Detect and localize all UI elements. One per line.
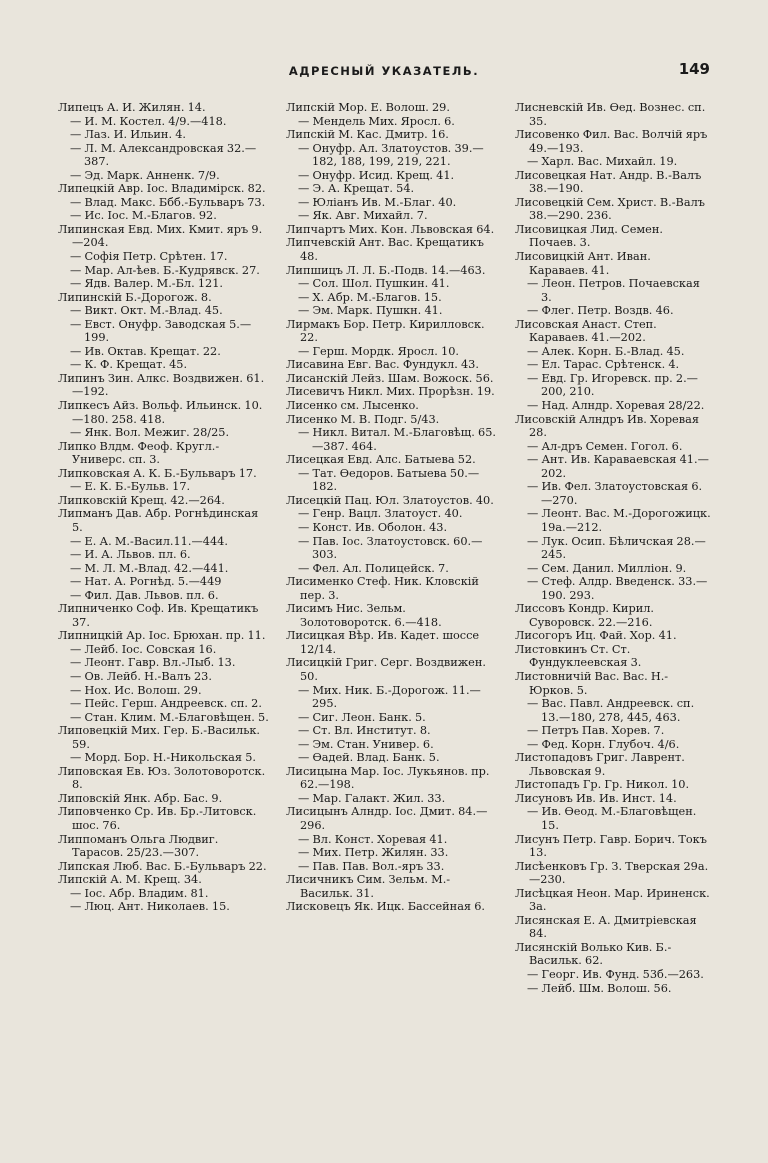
directory-entry: — Сем. Данил. Милліон. 9. bbox=[527, 561, 687, 575]
directory-entry: Липецъ А. И. Жилян. 14. bbox=[58, 101, 206, 114]
directory-entry: Лирмакъ Бор. Петр. Кирилловск. 22. bbox=[286, 317, 485, 345]
directory-entry: Липниченко Соф. Ив. Крещатикъ 37. bbox=[58, 602, 259, 629]
directory-entry: Лиссовъ Кондр. Кирил. Суворовск. 22.—216. bbox=[515, 602, 654, 629]
directory-entry: — Янк. Вол. Межиг. 28/25. bbox=[70, 426, 230, 440]
directory-entry: Лисовицкая Лид. Семен. Почаев. 3. bbox=[515, 222, 663, 250]
directory-entry: — Х. Абр. М.-Благов. 15. bbox=[298, 290, 442, 304]
directory-entry: Липинъ Зин. Алкс. Воздвижен. 61.—192. bbox=[58, 371, 265, 399]
directory-entry: — Морд. Бор. Н.-Никольская 5. bbox=[70, 751, 256, 765]
directory-entry: — Ив. Фел. Златоустовская 6.—270. bbox=[527, 480, 703, 507]
directory-entry: — Сол. Шол. Пушкин. 41. bbox=[298, 277, 450, 291]
directory-entry: Липчартъ Мих. Кон. Львовская 64. bbox=[286, 222, 495, 236]
directory-entry: Лисовецкій Сем. Христ. В.-Валъ 38.—290. 236. bbox=[515, 195, 705, 223]
directory-entry: Лисовицкій Ант. Иван. Караваев. 41. bbox=[515, 250, 651, 277]
directory-entry: Лисѣенковъ Гр. З. Тверская 29а.—230. bbox=[515, 859, 709, 887]
directory-entry: Лисицынъ Алндр. Іос. Дмит. 84.—296. bbox=[286, 805, 488, 832]
directory-entry: Липовченко Ср. Ив. Бр.-Литовск. шос. 76. bbox=[58, 805, 257, 832]
directory-entry: Липовецкій Мих. Гер. Б.-Васильк. 59. bbox=[58, 724, 261, 751]
directory-entry: Липская Люб. Вас. Б.-Бульваръ 22. bbox=[58, 859, 267, 873]
directory-entry: — Фил. Дав. Львов. пл. 6. bbox=[70, 588, 219, 602]
directory-entry: Лисневскій Ив. Өед. Вознес. сп. 35. bbox=[515, 101, 706, 128]
directory-entry: — Евд. Гр. Игоревск. пр. 2.—200, 210. bbox=[527, 371, 698, 399]
running-title: АДРЕСНЫЙ УКАЗАТЕЛЬ. bbox=[288, 64, 480, 78]
directory-entry: — Лейб. Іос. Совская 16. bbox=[70, 642, 217, 656]
directory-entry: Лисевичъ Никл. Мих. Прорѣзн. 19. bbox=[286, 385, 495, 399]
directory-entry: Лисенко М. В. Подг. 5/43. bbox=[286, 412, 440, 426]
directory-entry: Липко Влдм. Феоф. Кругл.-Универс. сп. 3. bbox=[58, 439, 220, 467]
directory-entry: Липскій Мор. Е. Волош. 29. bbox=[286, 101, 450, 114]
directory-entry: — Е. К. Б.-Бульв. 17. bbox=[70, 480, 191, 494]
directory-entry: — Е. А. М.-Васил.11.—444. bbox=[70, 534, 228, 548]
directory-entry: Липпоманъ Ольга Людвиг. Тарасов. 25/23.—307. bbox=[58, 832, 219, 860]
directory-entry: Липовская Ев. Юз. Золотоворотск. 8. bbox=[58, 764, 266, 792]
directory-entry: Лисичникъ Сим. Зельм. М.-Васильк. 31. bbox=[286, 873, 451, 900]
directory-entry: — Э. А. Крещат. 54. bbox=[298, 182, 415, 196]
directory-entry: — Ов. Лейб. Н.-Валъ 23. bbox=[70, 669, 212, 683]
directory-entry: — Пейс. Герш. Андреевск. сп. 2. bbox=[70, 697, 262, 711]
directory-entry: — Вас. Павл. Андреевск. сп. 13.—180, 278, 445, 463. bbox=[527, 697, 695, 724]
directory-entry: — И. М. Костел. 4/9.—418. bbox=[70, 114, 227, 128]
directory-entry: — Тат. Өедоров. Батыева 50.—182. bbox=[298, 466, 480, 494]
directory-entry: Листовничій Вас. Вас. Н.-Юрков. 5. bbox=[515, 669, 669, 697]
directory-entry: Липницкій Ар. Іос. Брюхан. пр. 11. bbox=[58, 629, 266, 643]
directory-entry: — И. А. Львов. пл. 6. bbox=[70, 548, 191, 562]
directory-entry: Лисавина Евг. Вас. Фундукл. 43. bbox=[286, 358, 479, 372]
directory-entry: — Фел. Ал. Полицейск. 7. bbox=[298, 561, 449, 575]
directory-entry: — Пав. Іос. Златоустовск. 60.—303. bbox=[298, 534, 483, 562]
directory-entry: Липковская А. К. Б.-Бульваръ 17. bbox=[58, 466, 257, 480]
directory-entry: Лисицына Мар. Іос. Лукьянов. пр. 62.—198. bbox=[286, 764, 490, 792]
directory-entry: Лисенко см. Лысенко. bbox=[286, 399, 419, 413]
directory-entry: Лисовенко Фил. Вас. Волчій яръ 49.—193. bbox=[515, 128, 708, 155]
directory-entry: — Сиг. Леон. Банк. 5. bbox=[298, 710, 426, 724]
directory-entry: Лисанскій Лейз. Шам. Вожоск. 56. bbox=[286, 371, 494, 385]
directory-entry: — Ел. Тарас. Срѣтенск. 4. bbox=[527, 358, 680, 372]
directory-entry: — Мар. Галакт. Жил. 33. bbox=[298, 791, 446, 805]
directory-entry: — Нох. Ис. Волош. 29. bbox=[70, 683, 202, 697]
directory-entry: — Мендель Мих. Яросл. 6. bbox=[298, 114, 455, 128]
directory-entry: — Софія Петр. Срѣтен. 17. bbox=[70, 250, 228, 264]
directory-entry: — Алек. Корн. Б.-Влад. 45. bbox=[527, 344, 685, 358]
directory-entry: — Викт. Окт. М.-Влад. 45. bbox=[70, 304, 223, 318]
directory-entry: Лисецкая Евд. Алс. Батыева 52. bbox=[286, 453, 476, 467]
directory-entry: Листопадовъ Григ. Лаврент. Львовская 9. bbox=[515, 751, 685, 778]
directory-entry: Липшицъ Л. Л. Б.-Подв. 14.—463. bbox=[286, 263, 486, 277]
directory-entry: Лисовская Анаст. Степ. Караваев. 41.—202. bbox=[515, 317, 657, 345]
directory-entry: — Юліанъ Ив. М.-Благ. 40. bbox=[298, 195, 457, 209]
directory-entry: Лисковецъ Як. Ицк. Бассейная 6. bbox=[286, 900, 486, 914]
directory-entry: Липскій А. М. Крещ. 34. bbox=[58, 873, 202, 887]
directory-entry: — Стан. Клим. М.-Благовѣщен. 5. bbox=[70, 710, 269, 724]
directory-entry: — Эм. Стан. Универ. 6. bbox=[298, 737, 434, 751]
directory-entry: Липчевскій Ант. Вас. Крещатикъ 48. bbox=[286, 236, 484, 264]
directory-entry: — Георг. Ив. Фунд. 53б.—263. bbox=[527, 968, 704, 981]
directory-entry: Листовкинъ Ст. Ст. Фундуклеевская 3. bbox=[515, 642, 642, 670]
directory-entry: — Вл. Конст. Хоревая 41. bbox=[298, 832, 448, 846]
directory-entry: — Лаз. И. Ильин. 4. bbox=[70, 128, 187, 142]
directory-entry: — Ал-дръ Семен. Гогол. 6. bbox=[527, 439, 683, 453]
directory-entry: Липинскій Б.-Дорогож. 8. bbox=[58, 290, 212, 304]
directory-entry: — Л. М. Александровская 32.—387. bbox=[70, 141, 257, 169]
directory-entry: Лисунъ Петр. Гавр. Борич. Токъ 13. bbox=[515, 832, 707, 860]
directory-entry: Лисогоръ Иц. Фай. Хор. 41. bbox=[515, 629, 677, 643]
directory-entry: — Ив. Өеод. М.-Благовѣщен. 15. bbox=[527, 805, 697, 832]
directory-entry: Лисимъ Нис. Зельм. Золотоворотск. 6.—418. bbox=[286, 602, 442, 629]
directory-entry: — Мар. Ал-ѣев. Б.-Кудрявск. 27. bbox=[70, 263, 260, 277]
directory-entry: Лисовецкая Нат. Андр. В.-Валъ 38.—190. bbox=[515, 168, 702, 196]
directory-entry: — Лейб. Шм. Волош. 56. bbox=[527, 981, 672, 995]
directory-entry: — Ант. Ив. Караваевская 41.—202. bbox=[527, 453, 709, 480]
directory-entry: — Онуфр. Ал. Златоустов. 39.—182, 188, 199, 219, 221. bbox=[298, 141, 484, 169]
directory-entry: Лисицкій Григ. Серг. Воздвижен. 50. bbox=[286, 656, 486, 683]
directory-entry: Лисовскій Алндръ Ив. Хоревая 28. bbox=[515, 412, 699, 440]
column-1 bbox=[58, 101, 270, 914]
directory-entry: — Евст. Онуфр. Заводская 5.—199. bbox=[70, 317, 252, 345]
directory-entry: — Стеф. Алдр. Введенск. 33.—190. 293. bbox=[527, 575, 708, 602]
directory-entry: — Влад. Макс. Ббб.-Бульваръ 73. bbox=[70, 195, 266, 209]
directory-entry: — Мих. Петр. Жилян. 33. bbox=[298, 846, 449, 860]
directory-entry: Липецкій Авр. Іос. Владимірск. 82. bbox=[58, 182, 266, 196]
directory-entry: — Нат. А. Рогнѣд. 5.—449 bbox=[70, 575, 222, 589]
directory-entry: — Конст. Ив. Оболон. 43. bbox=[298, 520, 448, 534]
directory-entry: — Ядв. Валер. М.-Бл. 121. bbox=[70, 277, 224, 291]
directory-entry: Лисецкій Пац. Юл. Златоустов. 40. bbox=[286, 493, 494, 507]
directory-entry: — Фед. Корн. Глубоч. 4/6. bbox=[527, 737, 680, 751]
directory-entry: — Ис. Іос. М.-Благов. 92. bbox=[70, 209, 217, 223]
directory-entry: Липковскій Крещ. 42.—264. bbox=[58, 493, 225, 507]
directory-entry: — Генр. Вацл. Златоуст. 40. bbox=[298, 507, 463, 521]
directory-entry: — Лук. Осип. Бѣличская 28.—245. bbox=[527, 534, 706, 562]
page-header bbox=[0, 60, 768, 84]
directory-entry: — Леонт. Вас. М.-Дорогожицк. 19а.—212. bbox=[527, 507, 711, 534]
directory-entry: — М. Л. М.-Влад. 42.—441. bbox=[70, 561, 229, 575]
directory-entry: — Над. Алндр. Хоревая 28/22. bbox=[527, 399, 705, 413]
directory-entry: Липманъ Дав. Абр. Рогнѣдинская 5. bbox=[58, 507, 259, 534]
column-2 bbox=[286, 101, 500, 914]
directory-entry: — Эм. Марк. Пушкн. 41. bbox=[298, 304, 443, 318]
directory-entry: — Флег. Петр. Воздв. 46. bbox=[527, 304, 674, 318]
page-number: 149 bbox=[678, 60, 710, 78]
directory-entry: — Герш. Мордк. Яросл. 10. bbox=[298, 344, 459, 358]
directory-entry: Липскій М. Кас. Дмитр. 16. bbox=[286, 128, 449, 142]
directory-entry: — Харл. Вас. Михайл. 19. bbox=[527, 155, 678, 169]
directory-entry: — Эд. Марк. Анненк. 7/9. bbox=[70, 168, 220, 182]
directory-entry: — Пав. Пав. Вол.-яръ 33. bbox=[298, 859, 445, 873]
directory-entry: Лисименко Стеф. Ник. Кловскій пер. 3. bbox=[286, 575, 479, 602]
directory-entry: Липовскій Янк. Абр. Бас. 9. bbox=[58, 791, 223, 805]
directory-entry: — Іос. Абр. Владим. 81. bbox=[70, 886, 209, 900]
directory-entry: — Мих. Ник. Б.-Дорогож. 11.—295. bbox=[298, 683, 481, 711]
columns bbox=[0, 101, 768, 1151]
directory-entry: — Як. Авг. Михайл. 7. bbox=[298, 209, 428, 223]
directory-entry: — Никл. Витал. М.-Благовѣщ. 65.—387. 464. bbox=[298, 426, 496, 453]
directory-entry: Лисуновъ Ив. Ив. Инст. 14. bbox=[515, 791, 677, 805]
directory-entry: — Петръ Пав. Хорев. 7. bbox=[527, 724, 665, 738]
directory-entry: Лисянскій Волько Кив. Б.-Васильк. 62. bbox=[515, 940, 672, 968]
directory-entry: — Люц. Ант. Николаев. 15. bbox=[70, 900, 230, 914]
directory-entry: — Леон. Петров. Почаевская 3. bbox=[527, 277, 700, 304]
directory-entry: Липинская Евд. Мих. Кмит. яръ 9.—204. bbox=[58, 222, 263, 250]
directory-entry: Листопадъ Гр. Гр. Никол. 10. bbox=[515, 778, 690, 792]
directory-entry: Липкесъ Айз. Вольф. Ильинск. 10.—180. 258. 418. bbox=[58, 399, 263, 426]
column-3 bbox=[515, 101, 711, 995]
directory-entry: Лисѣцкая Неон. Мар. Ириненск. 3а. bbox=[515, 886, 710, 914]
directory-entry: — Өадей. Влад. Банк. 5. bbox=[298, 751, 440, 765]
directory-entry: — Ив. Октав. Крещат. 22. bbox=[70, 344, 221, 358]
directory-entry: — К. Ф. Крещат. 45. bbox=[70, 358, 188, 372]
directory-entry: Лисицкая Вѣр. Ив. Кадет. шоссе 12/14. bbox=[286, 629, 480, 656]
directory-entry: — Онуфр. Исид. Крещ. 41. bbox=[298, 168, 455, 182]
directory-entry: — Леонт. Гавр. Вл.-Лыб. 13. bbox=[70, 656, 236, 670]
directory-entry: — Ст. Вл. Институт. 8. bbox=[298, 724, 431, 738]
directory-entry: Лисянская Е. А. Дмитріевская 84. bbox=[515, 913, 697, 941]
